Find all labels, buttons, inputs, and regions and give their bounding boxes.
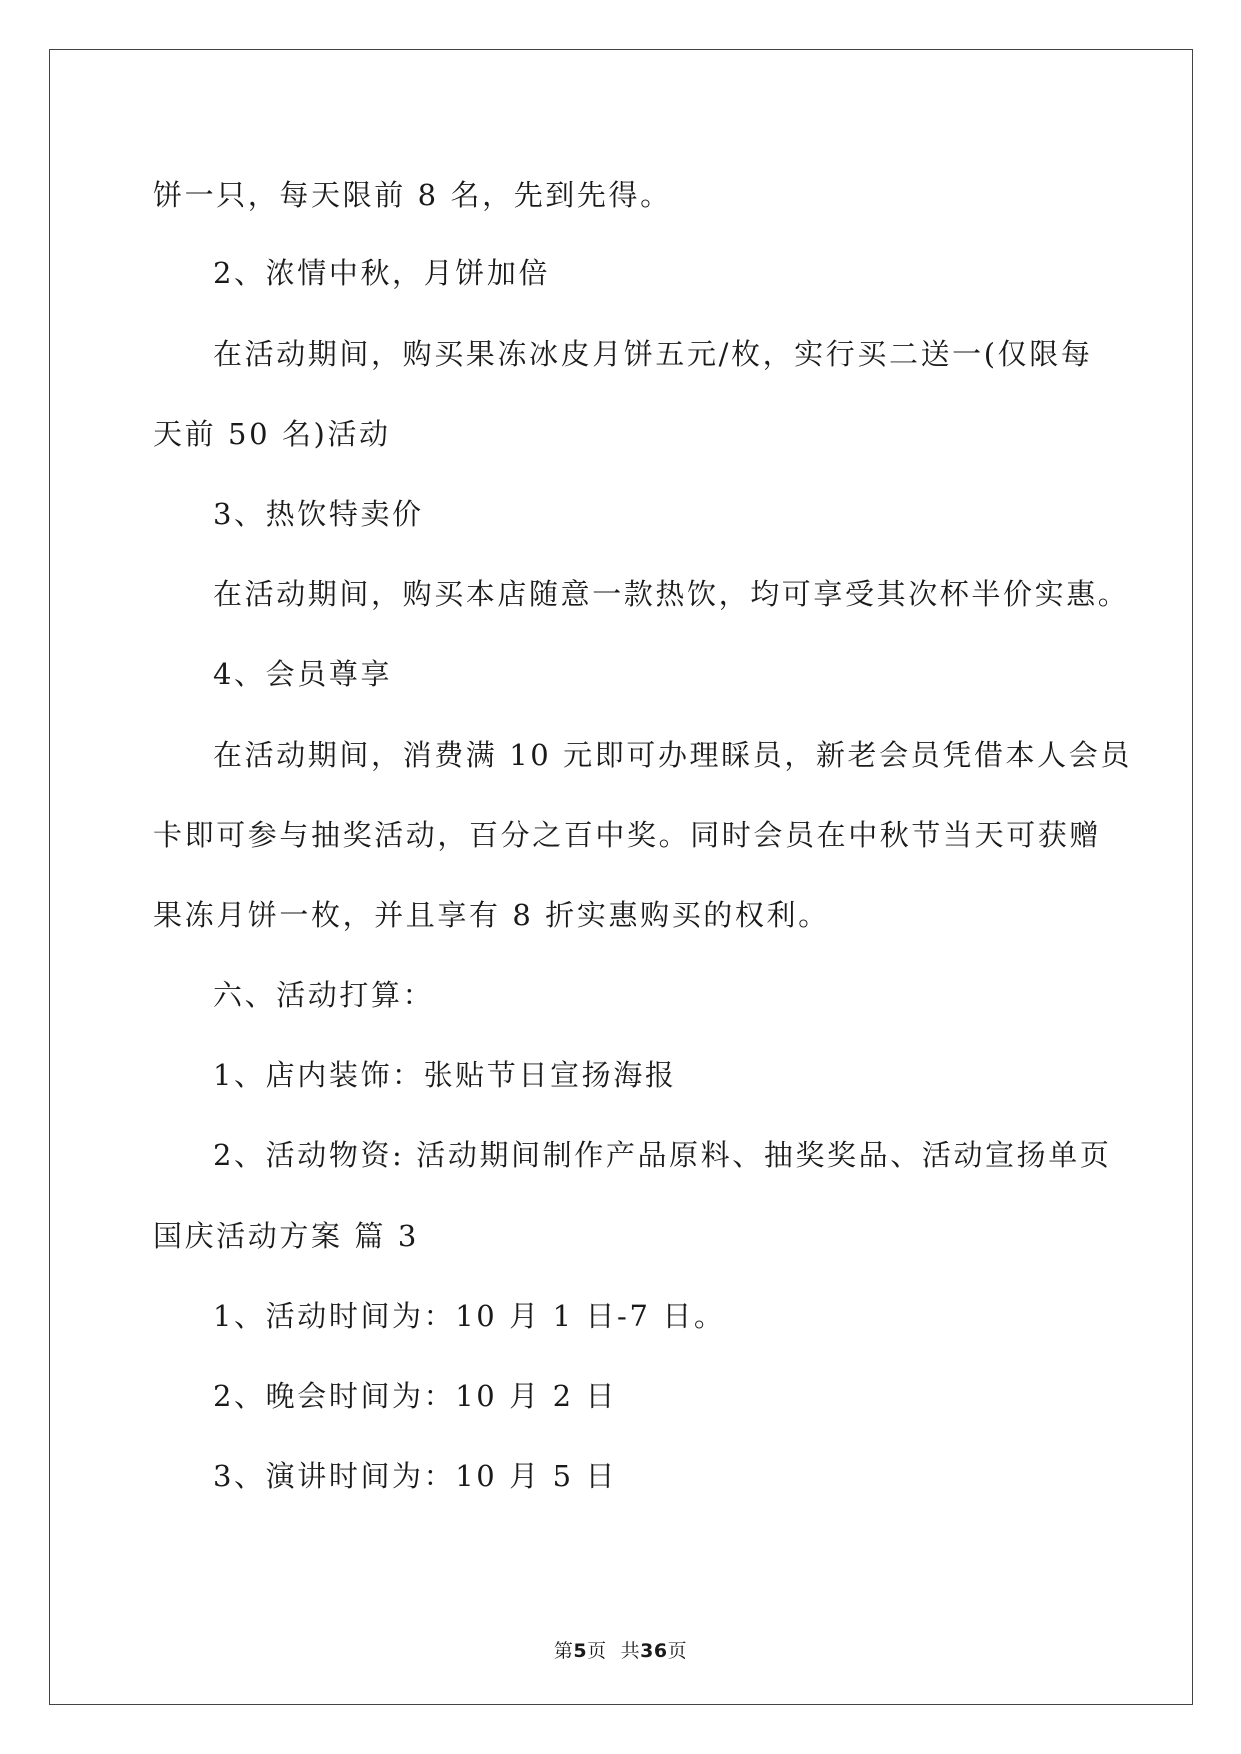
body-line-10: 果冻月饼一枚，并且享有 8 折实惠购买的权利。 [153, 898, 830, 932]
body-line-16: 2、晚会时间为：10 月 2 日 [213, 1379, 618, 1413]
body-line-13: 2、活动物资: 活动期间制作产品原料、抽奖奖品、活动宣扬单页 [213, 1138, 1112, 1172]
body-line-1: 饼一只，每天限前 8 名，先到先得。 [153, 178, 672, 212]
body-line-15: 1、活动时间为：10 月 1 日-7 日。 [213, 1299, 726, 1333]
page-footer [0, 1636, 1241, 1663]
body-line-3: 在活动期间，购买果冻冰皮月饼五元/枚，实行买二送一(仅限每 [213, 337, 1093, 371]
section-heading-4: 4、会员尊享 [213, 657, 393, 691]
body-line-6: 在活动期间，购买本店随意一款热饮，均可享受其次杯半价实惠。 [213, 577, 1130, 611]
footer-total-number: 36 [640, 1640, 668, 1662]
footer-page-number: 5 [573, 1640, 588, 1662]
section-heading-2: 2、浓情中秋，月饼加倍 [213, 256, 551, 290]
document-section-title: 国庆活动方案 篇 3 [153, 1219, 419, 1253]
section-heading-3: 3、热饮特卖价 [213, 497, 424, 531]
body-line-12: 1、店内装饰：张贴节日宣扬海报 [213, 1058, 677, 1092]
footer-page-prefix: 第 [553, 1640, 574, 1662]
body-line-4: 天前 50 名)活动 [153, 417, 391, 451]
page-border [49, 49, 1193, 1705]
footer-page-suffix: 页 [587, 1640, 607, 1662]
body-line-17: 3、演讲时间为：10 月 5 日 [213, 1459, 618, 1493]
footer-total-prefix: 共 [620, 1640, 641, 1662]
body-line-9: 卡即可参与抽奖活动，百分之百中奖。同时会员在中秋节当天可获赠 [153, 818, 1102, 852]
body-line-8: 在活动期间，消费满 10 元即可办理睬员，新老会员凭借本人会员 [213, 738, 1132, 772]
section-heading-six: 六、活动打算： [213, 978, 435, 1012]
footer-total-suffix: 页 [667, 1640, 688, 1662]
